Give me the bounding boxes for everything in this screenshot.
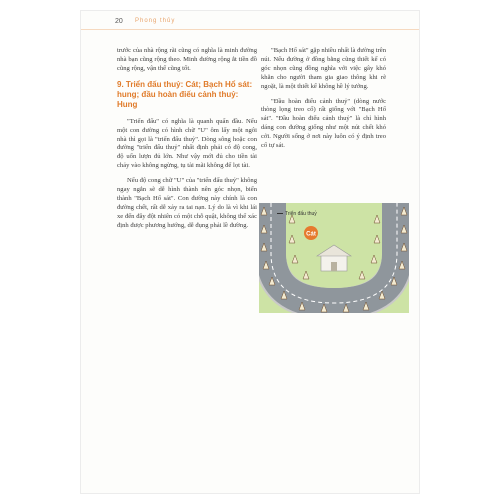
running-head: Phong thủy <box>135 18 176 24</box>
page-header <box>81 11 419 31</box>
arrow-icon <box>277 213 283 214</box>
page-number: 20 <box>115 18 123 25</box>
book-page <box>80 10 420 494</box>
figure-label-text: Triển đấu thuỷ <box>285 211 317 217</box>
left-column <box>117 47 257 237</box>
paragraph: "Đầu hoàn điếu cảnh thuỷ" (dòng nước thòng lọng treo cổ) rất giống với "Bạch Hổ sát". "Đầu hoàn điếu cảnh thuỷ" là chỉ hình dáng con đường giống như một nút chết khó cởi. Người sống ở nơi này luôn có ý định treo cổ tự sát. <box>261 97 386 150</box>
right-column <box>261 47 386 157</box>
u-road-illustration <box>259 203 409 313</box>
header-rule <box>81 29 419 30</box>
paragraph: "Bạch Hổ sát" gặp nhiều nhất là đường trên núi. Nếu đường ở đồng bằng cũng thiết kế có góc nhọn cũng đồng nghĩa với việc gây khó khăn cho người tham gia giao thông khi rẽ ngoặt, là một thiết kế không hề lý tưởng. <box>261 47 386 90</box>
cat-badge-label: Cát <box>306 231 316 238</box>
paragraph: trước của nhà rộng rãi cũng có nghĩa là minh đường nhà bạn cũng rộng theo. Minh đường rộng ắt tiền đồ cũng rộng, vận thế cũng tốt. <box>117 47 257 72</box>
paragraph: Nếu độ cong chữ "U" của "triển đấu thuỷ" không ngay ngắn sẽ dễ hình thành nên góc nhọn, biến thành "Bạch Hổ sát". Con đường này chính là con đường chết, rất dễ xảy ra tai nạn. Lý do là vì khi lái xe đến đây đột nhiên có một chỗ quật, không thể xác định được phương hướng, dễ đụng phải lề đường. <box>117 177 257 229</box>
section-heading: 9. Triển đấu thuỷ: Cát; Bạch Hổ sát: hung; đầu hoàn điếu cảnh thuỷ: Hung <box>117 79 253 109</box>
figure-label <box>277 211 317 217</box>
paragraph: "Triển đấu" có nghĩa là quanh quẩn đầu. Nếu một con đường có hình chữ "U" ôm lấy một ngôi nhà thì gọi là "triển đấu thuỷ". Dòng sông hoặc con đường "triển đấu thuỷ" nhất định phải có độ cong, độ uốn lượn đủ lớn. Như vậy mới đủ cho tiền tài chảy vào không ngừng, tụ tài mãi không để lọt tài. <box>117 117 257 170</box>
